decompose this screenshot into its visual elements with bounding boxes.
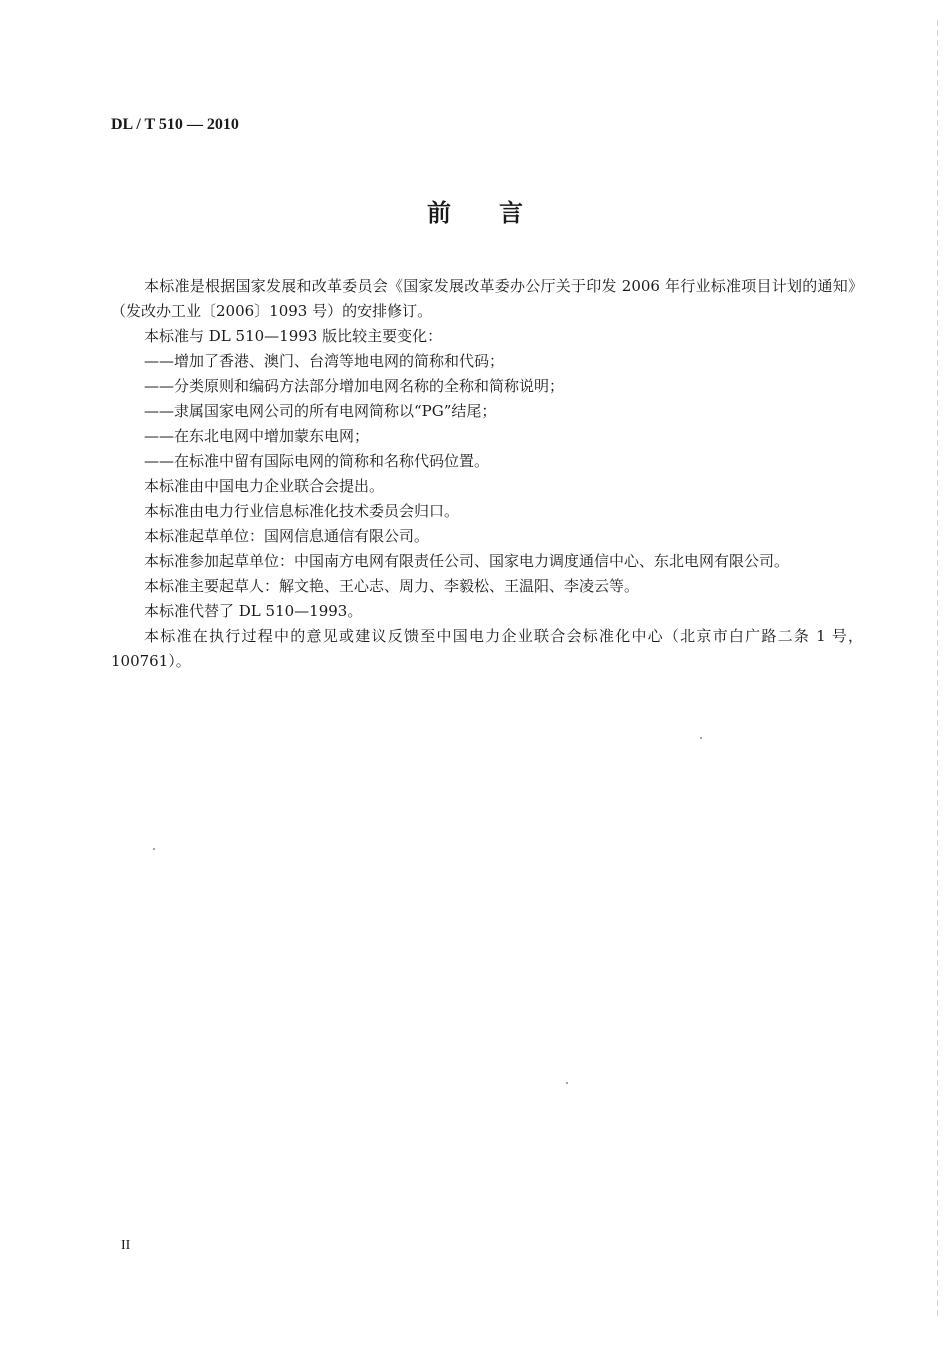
- scan-speck: [700, 737, 702, 739]
- paragraph-changes-intro: 本标准与 DL 510—1993 版比较主要变化：: [144, 327, 443, 345]
- paragraph-feedback: 本标准在执行过程中的意见或建议反馈至中国电力企业联合会标准化中心（北京市白广路二条 1 号，100761）。: [111, 627, 863, 670]
- paragraph-change-3: ——隶属国家电网公司的所有电网简称以“PG”结尾；: [144, 402, 497, 420]
- paragraph-basis: 本标准是根据国家发展和改革委员会《国家发展改革委办公厅关于印发 2006 年行业标准项目计划的通知》（发改办工业〔2006〕1093 号）的安排修订。: [111, 277, 863, 320]
- foreword-body: [111, 274, 863, 674]
- paragraph-participating-units: 本标准参加起草单位：中国南方电网有限责任公司、国家电力调度通信中心、东北电网有限公司。: [144, 552, 790, 570]
- paragraph-change-5: ——在标准中留有国际电网的简称和名称代码位置。: [144, 452, 490, 470]
- paragraph-drafters: 本标准主要起草人：解文艳、王心志、周力、李毅松、王温阳、李凌云等。: [144, 577, 640, 595]
- paragraph-change-2: ——分类原则和编码方法部分增加电网名称的全称和简称说明；: [144, 377, 565, 395]
- scan-edge-line: [937, 20, 938, 1320]
- paragraph-administrator: 本标准由电力行业信息标准化技术委员会归口。: [144, 502, 460, 520]
- scan-speck: [153, 848, 155, 850]
- paragraph-proposer: 本标准由中国电力企业联合会提出。: [144, 477, 385, 495]
- page-title: 前言: [427, 199, 571, 227]
- page-number: II: [121, 1238, 131, 1253]
- paragraph-change-1: ——增加了香港、澳门、台湾等地电网的简称和代码；: [144, 352, 505, 370]
- paragraph-replaces: 本标准代替了 DL 510—1993。: [144, 602, 363, 620]
- paragraph-change-4: ——在东北电网中增加蒙东电网；: [144, 427, 370, 445]
- standard-code: DL / T 510 — 2010: [111, 116, 239, 133]
- scan-speck: [566, 1082, 568, 1084]
- paragraph-drafting-unit: 本标准起草单位：国网信息通信有限公司。: [144, 527, 430, 545]
